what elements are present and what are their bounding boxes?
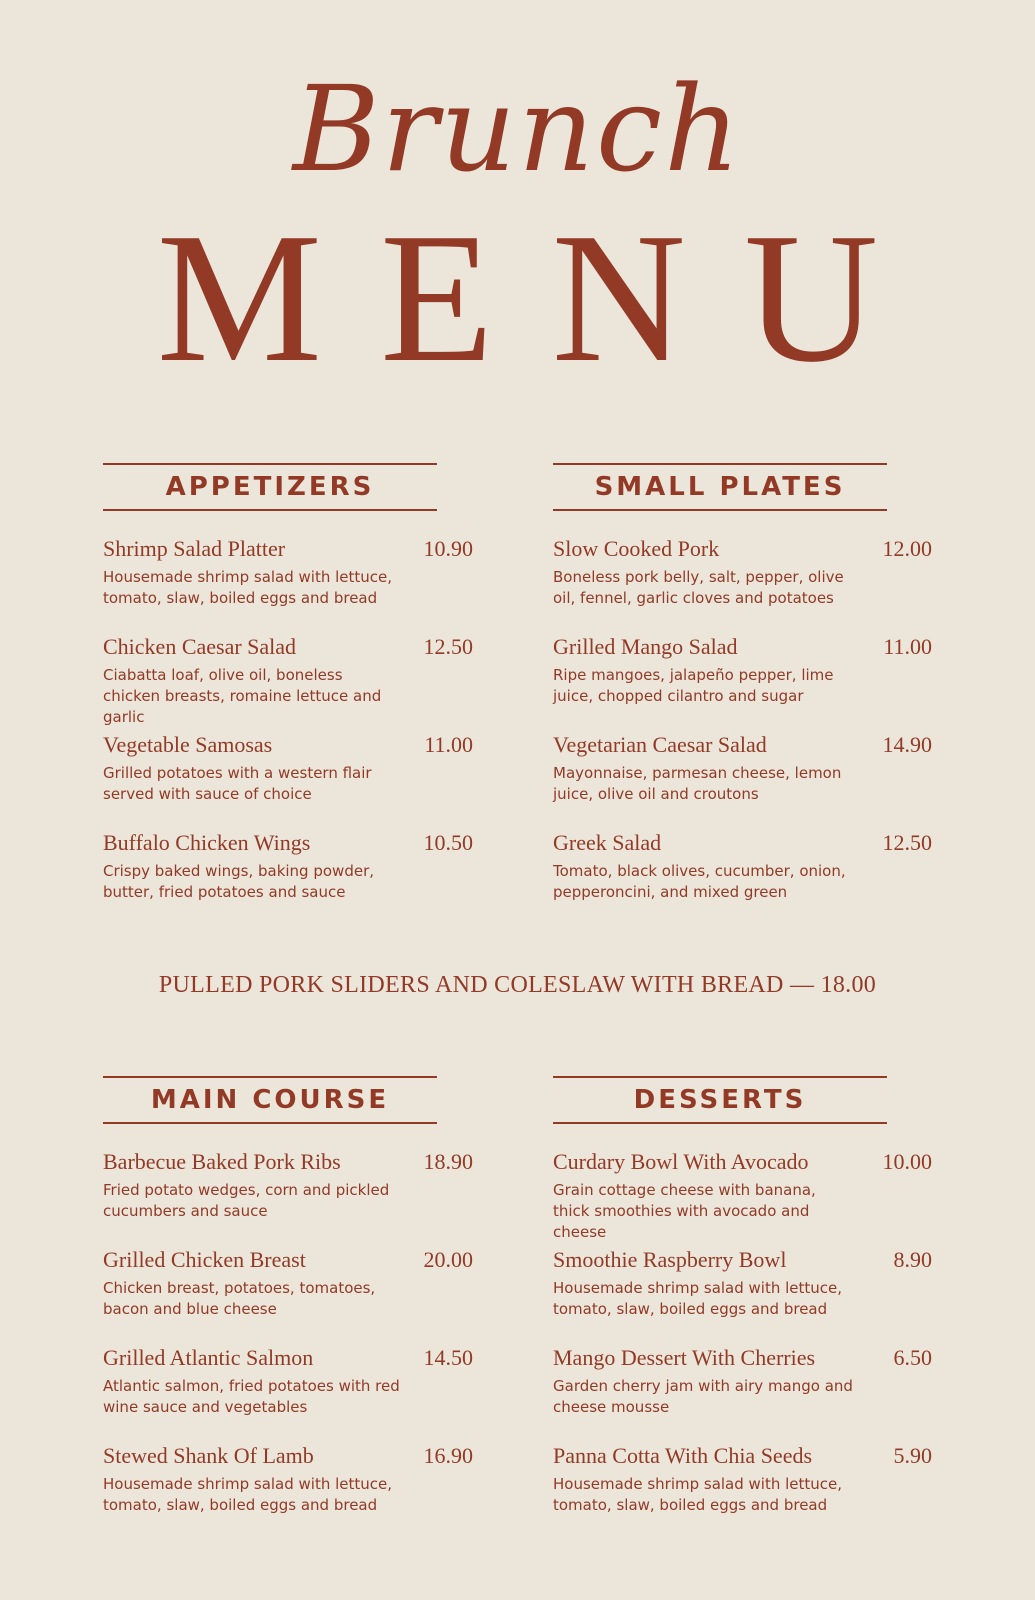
menu-item bbox=[553, 829, 932, 927]
menu-item bbox=[553, 1148, 932, 1246]
item-name: Shrimp Salad Platter bbox=[103, 536, 286, 561]
section-title: MAIN COURSE bbox=[103, 1076, 437, 1124]
item-description: Housemade shrimp salad with lettuce, tomato, slaw, boiled eggs and bread bbox=[553, 1279, 843, 1318]
item-name: Slow Cooked Pork bbox=[553, 536, 720, 561]
section-desserts bbox=[553, 1076, 932, 1540]
item-price: 14.50 bbox=[423, 1345, 473, 1370]
item-name: Grilled Mango Salad bbox=[553, 634, 738, 659]
item-price: 11.00 bbox=[883, 634, 932, 659]
item-price: 12.50 bbox=[423, 634, 473, 659]
item-description: Housemade shrimp salad with lettuce, tomato, slaw, boiled eggs and bread bbox=[103, 1475, 393, 1514]
menu-item bbox=[103, 1442, 473, 1540]
section-main-course bbox=[103, 1076, 473, 1540]
item-list bbox=[103, 535, 473, 927]
item-name: Panna Cotta With Chia Seeds bbox=[553, 1443, 813, 1468]
item-list bbox=[553, 535, 932, 927]
item-description: Crispy baked wings, baking powder, butter, fried potatoes and sauce bbox=[103, 862, 375, 901]
item-name: Greek Salad bbox=[553, 830, 662, 855]
item-name: Vegetarian Caesar Salad bbox=[553, 732, 767, 757]
item-price: 10.00 bbox=[882, 1149, 932, 1174]
item-price: 14.90 bbox=[882, 732, 932, 757]
item-description: Grilled potatoes with a western flair served with sauce of choice bbox=[103, 764, 372, 803]
item-price: 10.50 bbox=[423, 830, 473, 855]
item-description: Housemade shrimp salad with lettuce, tomato, slaw, boiled eggs and bread bbox=[553, 1475, 843, 1514]
item-price: 6.50 bbox=[893, 1345, 932, 1370]
menu-item bbox=[103, 731, 473, 829]
menu-item bbox=[553, 633, 932, 731]
item-name: Grilled Atlantic Salmon bbox=[103, 1345, 314, 1370]
item-list bbox=[103, 1148, 473, 1540]
menu-item bbox=[103, 633, 473, 731]
item-name: Smoothie Raspberry Bowl bbox=[553, 1247, 787, 1272]
item-price: 5.90 bbox=[893, 1443, 932, 1468]
menu-item bbox=[553, 731, 932, 829]
menu-item bbox=[103, 535, 473, 633]
item-price: 8.90 bbox=[893, 1247, 932, 1272]
item-name: Buffalo Chicken Wings bbox=[103, 830, 311, 855]
item-description: Fried potato wedges, corn and pickled cucumbers and sauce bbox=[103, 1181, 390, 1220]
item-price: 16.90 bbox=[423, 1443, 473, 1468]
item-price: 12.00 bbox=[882, 536, 932, 561]
item-name: Vegetable Samosas bbox=[103, 732, 273, 757]
section-title: SMALL PLATES bbox=[553, 463, 887, 511]
menu-item bbox=[553, 535, 932, 633]
menu-item bbox=[553, 1246, 932, 1344]
menu-item bbox=[103, 1148, 473, 1246]
menu-item bbox=[103, 1246, 473, 1344]
item-description: Mayonnaise, parmesan cheese, lemon juice, olive oil and croutons bbox=[553, 764, 842, 803]
menu-item bbox=[553, 1344, 932, 1442]
item-description: Tomato, black olives, cucumber, onion, pepperoncini, and mixed green bbox=[553, 862, 846, 901]
item-price: 18.90 bbox=[423, 1149, 473, 1174]
item-description: Housemade shrimp salad with lettuce, tomato, slaw, boiled eggs and bread bbox=[103, 568, 393, 607]
section-title: DESSERTS bbox=[553, 1076, 887, 1124]
item-price: 12.50 bbox=[882, 830, 932, 855]
item-description: Grain cottage cheese with banana, thick smoothies with avocado and cheese bbox=[553, 1181, 816, 1241]
menu-item bbox=[553, 1442, 932, 1540]
item-description: Boneless pork belly, salt, pepper, olive oil, fennel, garlic cloves and potatoes bbox=[553, 568, 844, 607]
item-price: 10.90 bbox=[423, 536, 473, 561]
featured-special: PULLED PORK SLIDERS AND COLESLAW WITH BREAD — 18.00 bbox=[158, 972, 877, 998]
item-name: Stewed Shank Of Lamb bbox=[103, 1443, 314, 1468]
item-description: Ripe mangoes, jalapeño pepper, lime juice, chopped cilantro and sugar bbox=[553, 666, 834, 705]
section-small-plates bbox=[553, 463, 932, 927]
item-description: Garden cherry jam with airy mango and cheese mousse bbox=[553, 1377, 853, 1416]
item-list bbox=[553, 1148, 932, 1540]
section-title: APPETIZERS bbox=[103, 463, 437, 511]
brunch-script-title: Brunch bbox=[292, 60, 743, 198]
section-appetizers bbox=[103, 463, 473, 927]
menu-item bbox=[103, 829, 473, 927]
item-name: Chicken Caesar Salad bbox=[103, 634, 297, 659]
item-price: 20.00 bbox=[423, 1247, 473, 1272]
item-name: Curdary Bowl With Avocado bbox=[553, 1149, 809, 1174]
item-description: Chicken breast, potatoes, tomatoes, bacon and blue cheese bbox=[103, 1279, 376, 1318]
item-description: Atlantic salmon, fried potatoes with red wine sauce and vegetables bbox=[103, 1377, 400, 1416]
item-name: Barbecue Baked Pork Ribs bbox=[103, 1149, 341, 1174]
menu-item bbox=[103, 1344, 473, 1442]
item-price: 11.00 bbox=[424, 732, 473, 757]
item-description: Ciabatta loaf, olive oil, boneless chicken breasts, romaine lettuce and garlic bbox=[103, 666, 382, 726]
menu-title: MENU bbox=[156, 195, 937, 401]
item-name: Mango Dessert With Cherries bbox=[553, 1345, 816, 1370]
item-name: Grilled Chicken Breast bbox=[103, 1247, 306, 1272]
